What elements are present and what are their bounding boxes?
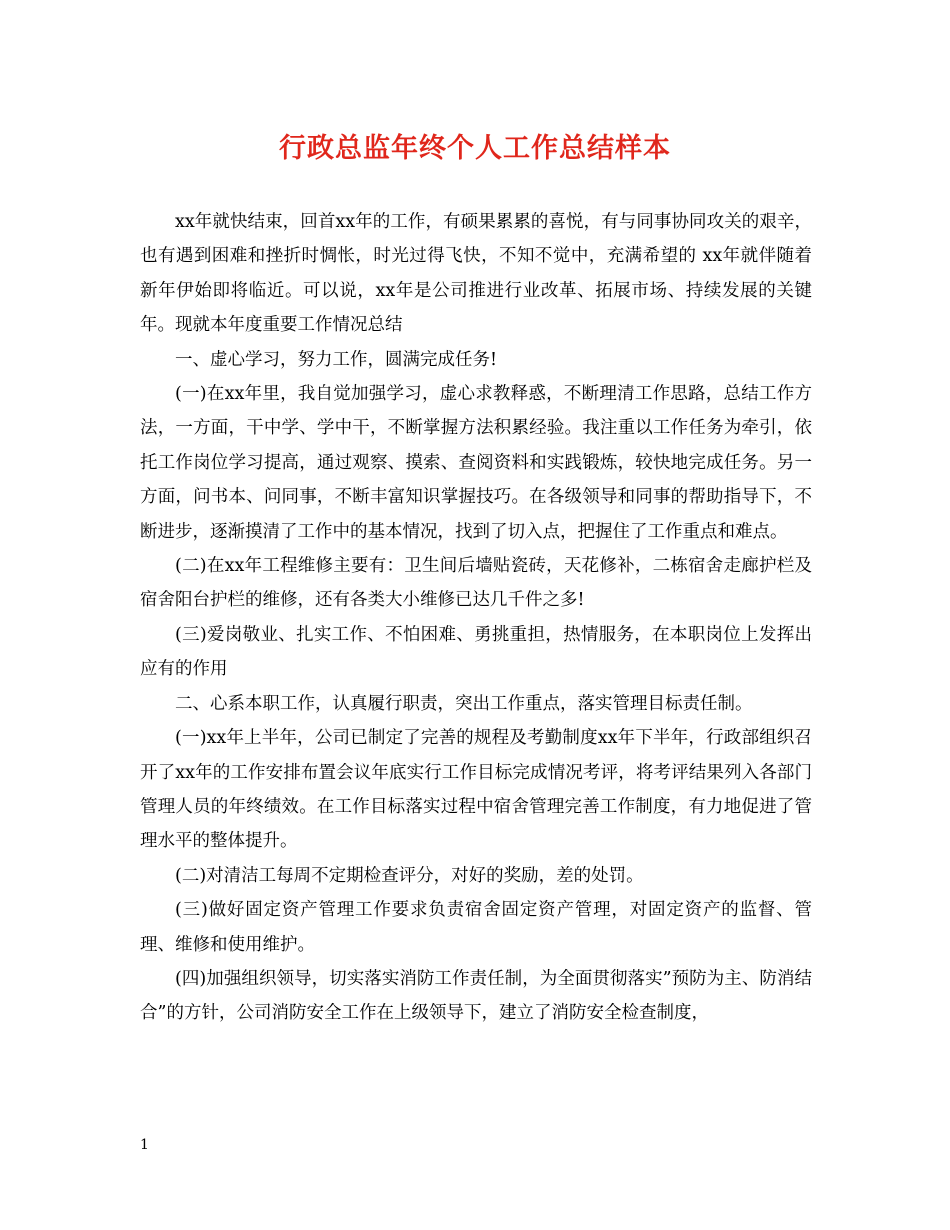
section-heading-1: 一、虚心学习，努力工作，圆满完成任务! <box>175 349 498 370</box>
paragraph-2-1: (一)xx年上半年，公司已制定了完善的规程及考勤制度xx年下半年，行政部组织召开了xx年的工作安排布置会议年底实行工作目标完成情况考评，将考评结果列入各部门管理人员的年终绩效。在工作目标落实过程中宿舍管理完善工作制度，有力地促进了管理水平的整体提升。 <box>140 728 812 852</box>
paragraph-intro: xx年就快结束，回首xx年的工作，有硕果累累的喜悦，有与同事协同攻关的艰辛，也有遇到困难和挫折时惆怅，时光过得飞快，不知不觉中，充满希望的 xx年就伴随着新年伊始即将临近。可以说，xx年是公司推进行业改革、拓展市场、持续发展的关键年。现就本年度重要工作情况总结 <box>140 212 812 336</box>
document-body <box>140 205 812 1031</box>
document-title: 行政总监年终个人工作总结样本 <box>279 133 671 164</box>
page-number: 1 <box>140 1137 149 1153</box>
section-heading-2: 二、心系本职工作，认真履行职责，突出工作重点，落实管理目标责任制。 <box>175 693 753 714</box>
paragraph-2-4: (四)加强组织领导，切实落实消防工作责任制，为全面贯彻落实”预防为主、防消结合”的方针，公司消防安全工作在上级领导下，建立了消防安全检查制度， <box>140 968 812 1024</box>
paragraph-1-2: (二)在xx年工程维修主要有：卫生间后墙贴瓷砖，天花修补，二栋宿舍走廊护栏及宿舍阳台护栏的维修，还有各类大小维修已达几千件之多! <box>140 556 812 611</box>
paragraph-1-1: (一)在xx年里，我自觉加强学习，虚心求教释惑，不断理清工作思路，总结工作方法，一方面，干中学、学中干，不断掌握方法积累经验。我注重以工作任务为牵引，依托工作岗位学习提高，通过观察、摸索、查阅资料和实践锻炼，较快地完成任务。另一方面，问书本、问同事，不断丰富知识掌握技巧。在各级领导和同事的帮助指导下，不断进步，逐渐摸清了工作中的基本情况，找到了切入点，把握住了工作重点和难点。 <box>140 384 812 542</box>
paragraph-2-3: (三)做好固定资产管理工作要求负责宿舍固定资产管理，对固定资产的监督、管理、维修和使用维护。 <box>140 900 812 955</box>
paragraph-1-3: (三)爱岗敬业、扎实工作、不怕困难、勇挑重担，热情服务，在本职岗位上发挥出应有的作用 <box>140 624 812 680</box>
paragraph-2-2: (二)对清洁工每周不定期检查评分，对好的奖励，差的处罚。 <box>175 865 644 886</box>
